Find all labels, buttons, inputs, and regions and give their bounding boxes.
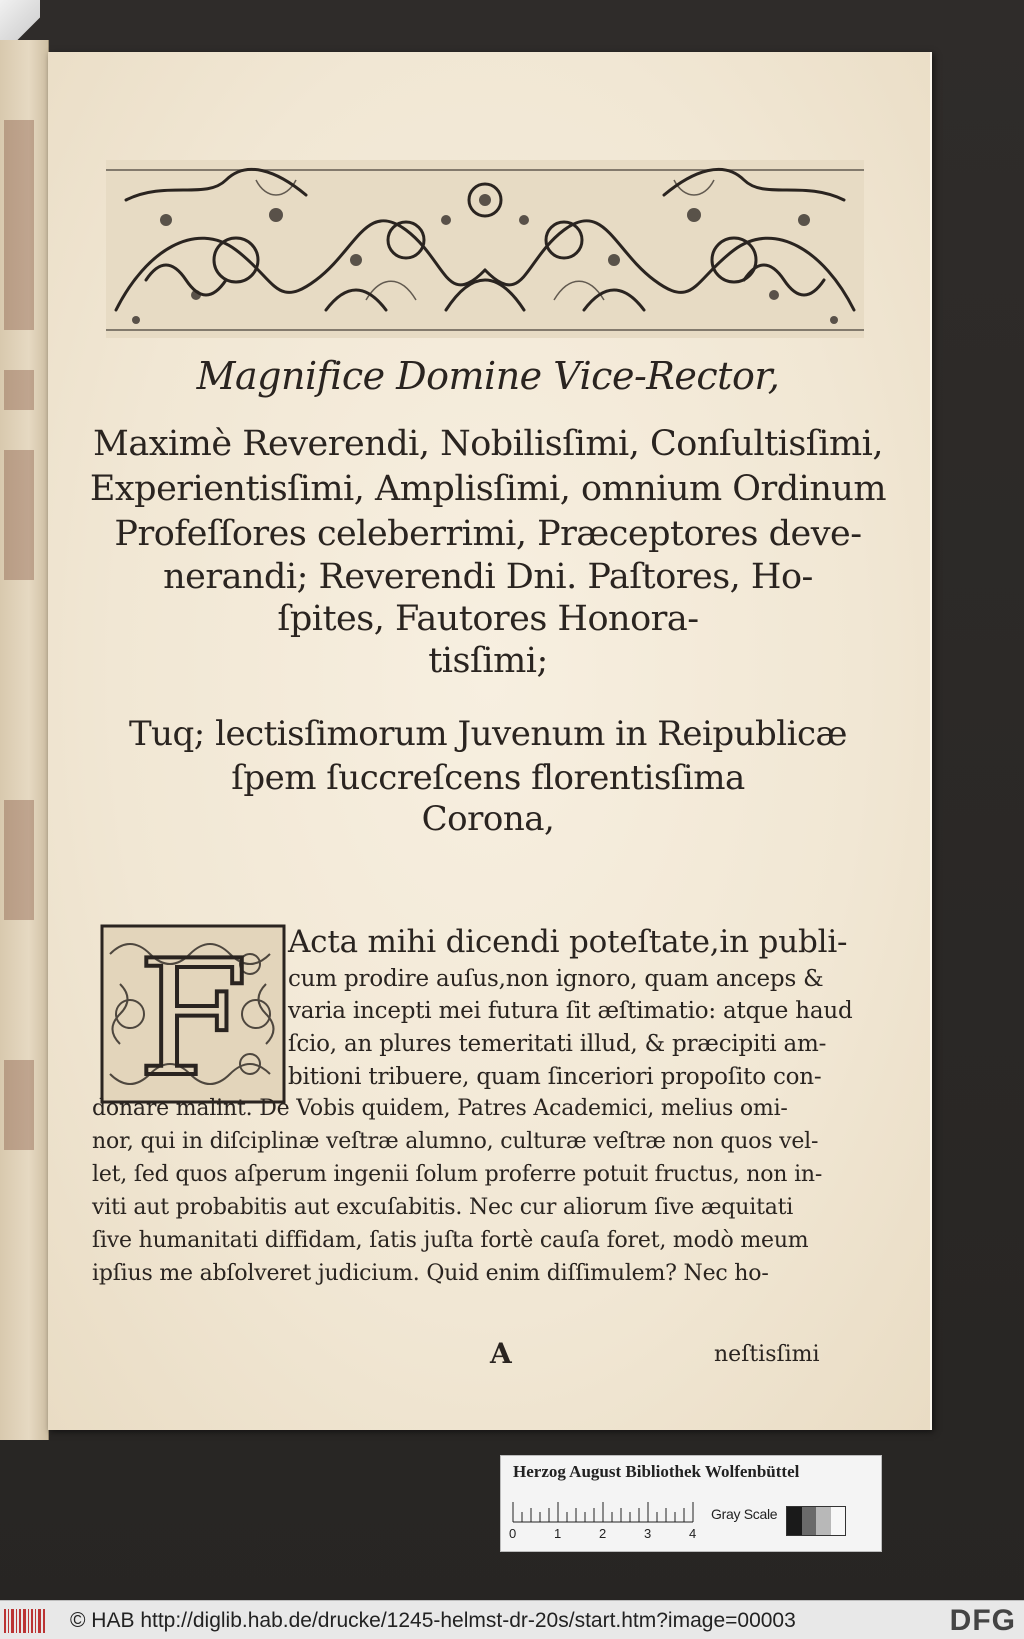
ruler-number: 1 (554, 1526, 562, 1541)
gray-swatch-light (816, 1507, 831, 1535)
barcode-icon (4, 1609, 48, 1633)
previous-page-text (4, 800, 34, 920)
body-line-3: varia incepti mei futura ſit æſtimatio: atque haud (288, 998, 853, 1024)
body-line-6: donare malint. De Vobis quidem, Patres Academici, melius omi- (92, 1096, 788, 1121)
body-line-2: cum prodire auſus,non ignoro, quam anceps & (288, 966, 824, 992)
gray-swatch-black (787, 1507, 802, 1535)
body-line-9: viti aut probabitis aut excuſabitis. Nec cur aliorum ſive æquitati (92, 1195, 794, 1220)
address2-line-1: Tuq; lectisſimorum Juvenum in Reipublicæ (128, 714, 848, 754)
body-line-5: bitioni tribuere, quam ſinceriori propoſito con- (288, 1064, 822, 1090)
library-scale-card (500, 1455, 882, 1552)
body-line-11: ipſius me abſolveret judicium. Quid enim diſſimulem? Nec ho- (92, 1261, 769, 1286)
previous-page-ornament (4, 120, 34, 330)
dropcap-letter: F (137, 925, 249, 1104)
dfg-logo: DFG (949, 1604, 1016, 1637)
ruler-number: 2 (599, 1526, 607, 1541)
address-line-4: nerandi; Reverendi Dni. Paſtores, Ho- (163, 557, 813, 597)
headpiece-ornament (106, 160, 864, 338)
ruler-number: 0 (509, 1526, 517, 1541)
address-line-6: tisſimi; (428, 641, 548, 681)
ruler-number: 3 (644, 1526, 652, 1541)
library-name: Herzog August Bibliothek Wolfenbüttel (513, 1462, 800, 1481)
previous-page-ornament (4, 1060, 34, 1150)
address2-line-2: ſpem ſuccreſcens florentisſima (231, 758, 745, 798)
body-line-8: let, ſed quos aſperum ingenii ſolum proferre potuit fructus, non in- (92, 1162, 823, 1187)
catchword: neſtisſimi (714, 1342, 820, 1367)
ruler-number: 4 (689, 1526, 697, 1541)
body-line-10: ſive humanitati diffidam, ſatis juſta fortè cauſa foret, modò meum (92, 1228, 809, 1253)
body-line-4: ſcio, an plures temeritati illud, & præcipiti am- (288, 1031, 827, 1057)
page-content (48, 52, 930, 1430)
address-line-1: Maximè Reverendi, Nobilisſimi, Conſultisſimi, (93, 424, 883, 464)
book-page (48, 52, 932, 1430)
gray-scale-swatches (786, 1506, 846, 1536)
gray-scale-label: Gray Scale (711, 1506, 778, 1522)
footer-bar (0, 1600, 1024, 1639)
address2-line-3: Corona, (421, 799, 555, 839)
gray-swatch-white (831, 1507, 846, 1535)
previous-page-text (4, 450, 34, 580)
address-line-5: ſpites, Fautores Honora- (277, 599, 699, 639)
body-line-7: nor, qui in diſciplinæ veſtræ alumno, culturæ veſtræ non quos vel- (92, 1129, 819, 1154)
address-line-3: Profeſſores celeberrimi, Præceptores deve- (114, 514, 862, 554)
previous-page-edge (0, 40, 49, 1440)
heading-vice-rector: Magnifice Domine Vice-Rector, (196, 354, 780, 398)
decorated-initial (100, 924, 286, 1104)
source-url[interactable]: © HAB http://diglib.hab.de/drucke/1245-helmst-dr-20s/start.htm?image=00003 (70, 1609, 796, 1632)
signature-mark: A (490, 1337, 512, 1370)
previous-page-text (4, 370, 34, 410)
body-line-1: Acta mihi dicendi poteſtate,in publi- (288, 924, 848, 960)
gray-swatch-dark (802, 1507, 817, 1535)
address-line-2: Experientisſimi, Amplisſimi, omnium Ordinum (89, 469, 887, 509)
